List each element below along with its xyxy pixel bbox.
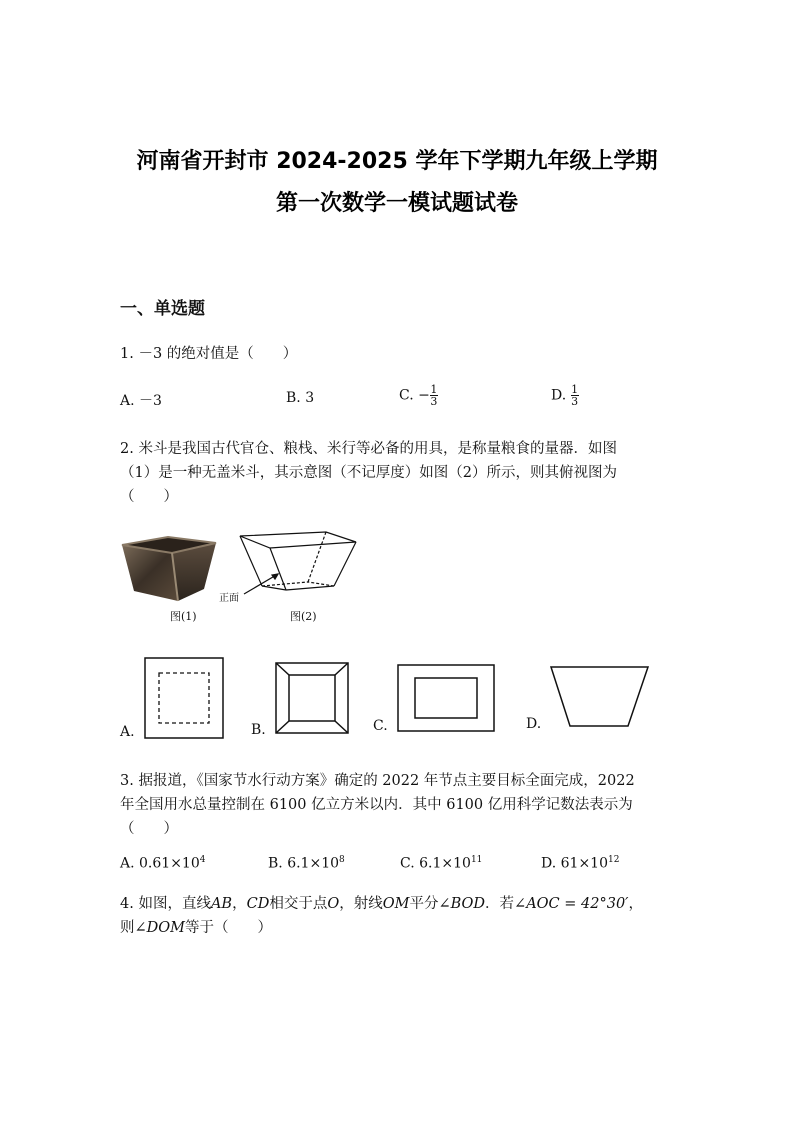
front-label: 正面	[219, 593, 239, 604]
question-3-line-1: 3. 据报道，《国家节水行动方案》确定的 2022 年节点主要目标全面完成，2022	[120, 773, 635, 789]
fraction-one-third: $\frac{1}{3}$	[571, 383, 579, 408]
q2-option-c-label[interactable]: C.	[373, 718, 388, 734]
question-4-line-1: 4. 如图，直线AB，CD相交于点O，射线OM平分∠BOD．若∠AOC = 42°30′，	[120, 896, 643, 912]
q3-option-c[interactable]: C. $6.1\times 10^{11}$	[400, 855, 483, 872]
q2-option-c-figure[interactable]	[395, 662, 497, 734]
question-1-stem: 1. －3 的绝对值是（ ）	[120, 346, 298, 362]
q2-option-b-label[interactable]: B.	[251, 722, 266, 738]
q3-option-b[interactable]: B. $6.1\times 10^8$	[268, 855, 345, 872]
q2-option-a-figure[interactable]	[143, 656, 225, 740]
fraction-one-third: $\frac{1}{3}$	[430, 383, 438, 408]
question-2-line-1: 2. 米斗是我国古代官仓、粮栈、米行等必备的用具，是称量粮食的量器．如图	[120, 441, 617, 457]
q1-option-b[interactable]: B. 3	[286, 390, 315, 406]
question-2-line-3: （ ）	[120, 489, 178, 505]
rice-measure-photo	[118, 535, 222, 605]
question-3-line-2: 年全国用水总量控制在 6100 亿立方米以内．其中 6100 亿用科学记数法表示为	[120, 797, 633, 813]
q3-option-a[interactable]: A. $0.61\times 10^4$	[120, 855, 206, 872]
q3-option-d[interactable]: D. $61\times 10^{12}$	[541, 855, 620, 872]
question-3-line-3: （ ）	[120, 821, 178, 837]
q1-option-d[interactable]: D. $\frac{1}{3}$	[551, 383, 579, 408]
q1-option-a[interactable]: A. －3	[120, 393, 162, 409]
title-line-1: 河南省开封市 2024-2025 学年下学期九年级上学期	[136, 149, 658, 174]
q2-option-a-label[interactable]: A.	[120, 724, 135, 740]
section-heading: 一、单选题	[120, 299, 205, 319]
q2-option-d-figure[interactable]	[548, 664, 652, 730]
question-2-line-2: （1）是一种无盖米斗，其示意图（不记厚度）如图（2）所示，则其俯视图为	[120, 465, 617, 481]
title-line-2: 第一次数学一模试题试卷	[275, 191, 518, 216]
q2-option-b-figure[interactable]	[272, 661, 352, 737]
q1-option-c[interactable]: C. − $\frac{1}{3}$	[399, 383, 438, 408]
question-4-line-2: 则∠DOM等于（ ）	[120, 920, 273, 936]
fig2-caption: 图(2)	[290, 610, 317, 623]
fig1-caption: 图(1)	[170, 610, 197, 623]
q2-option-d-label[interactable]: D.	[526, 716, 542, 732]
